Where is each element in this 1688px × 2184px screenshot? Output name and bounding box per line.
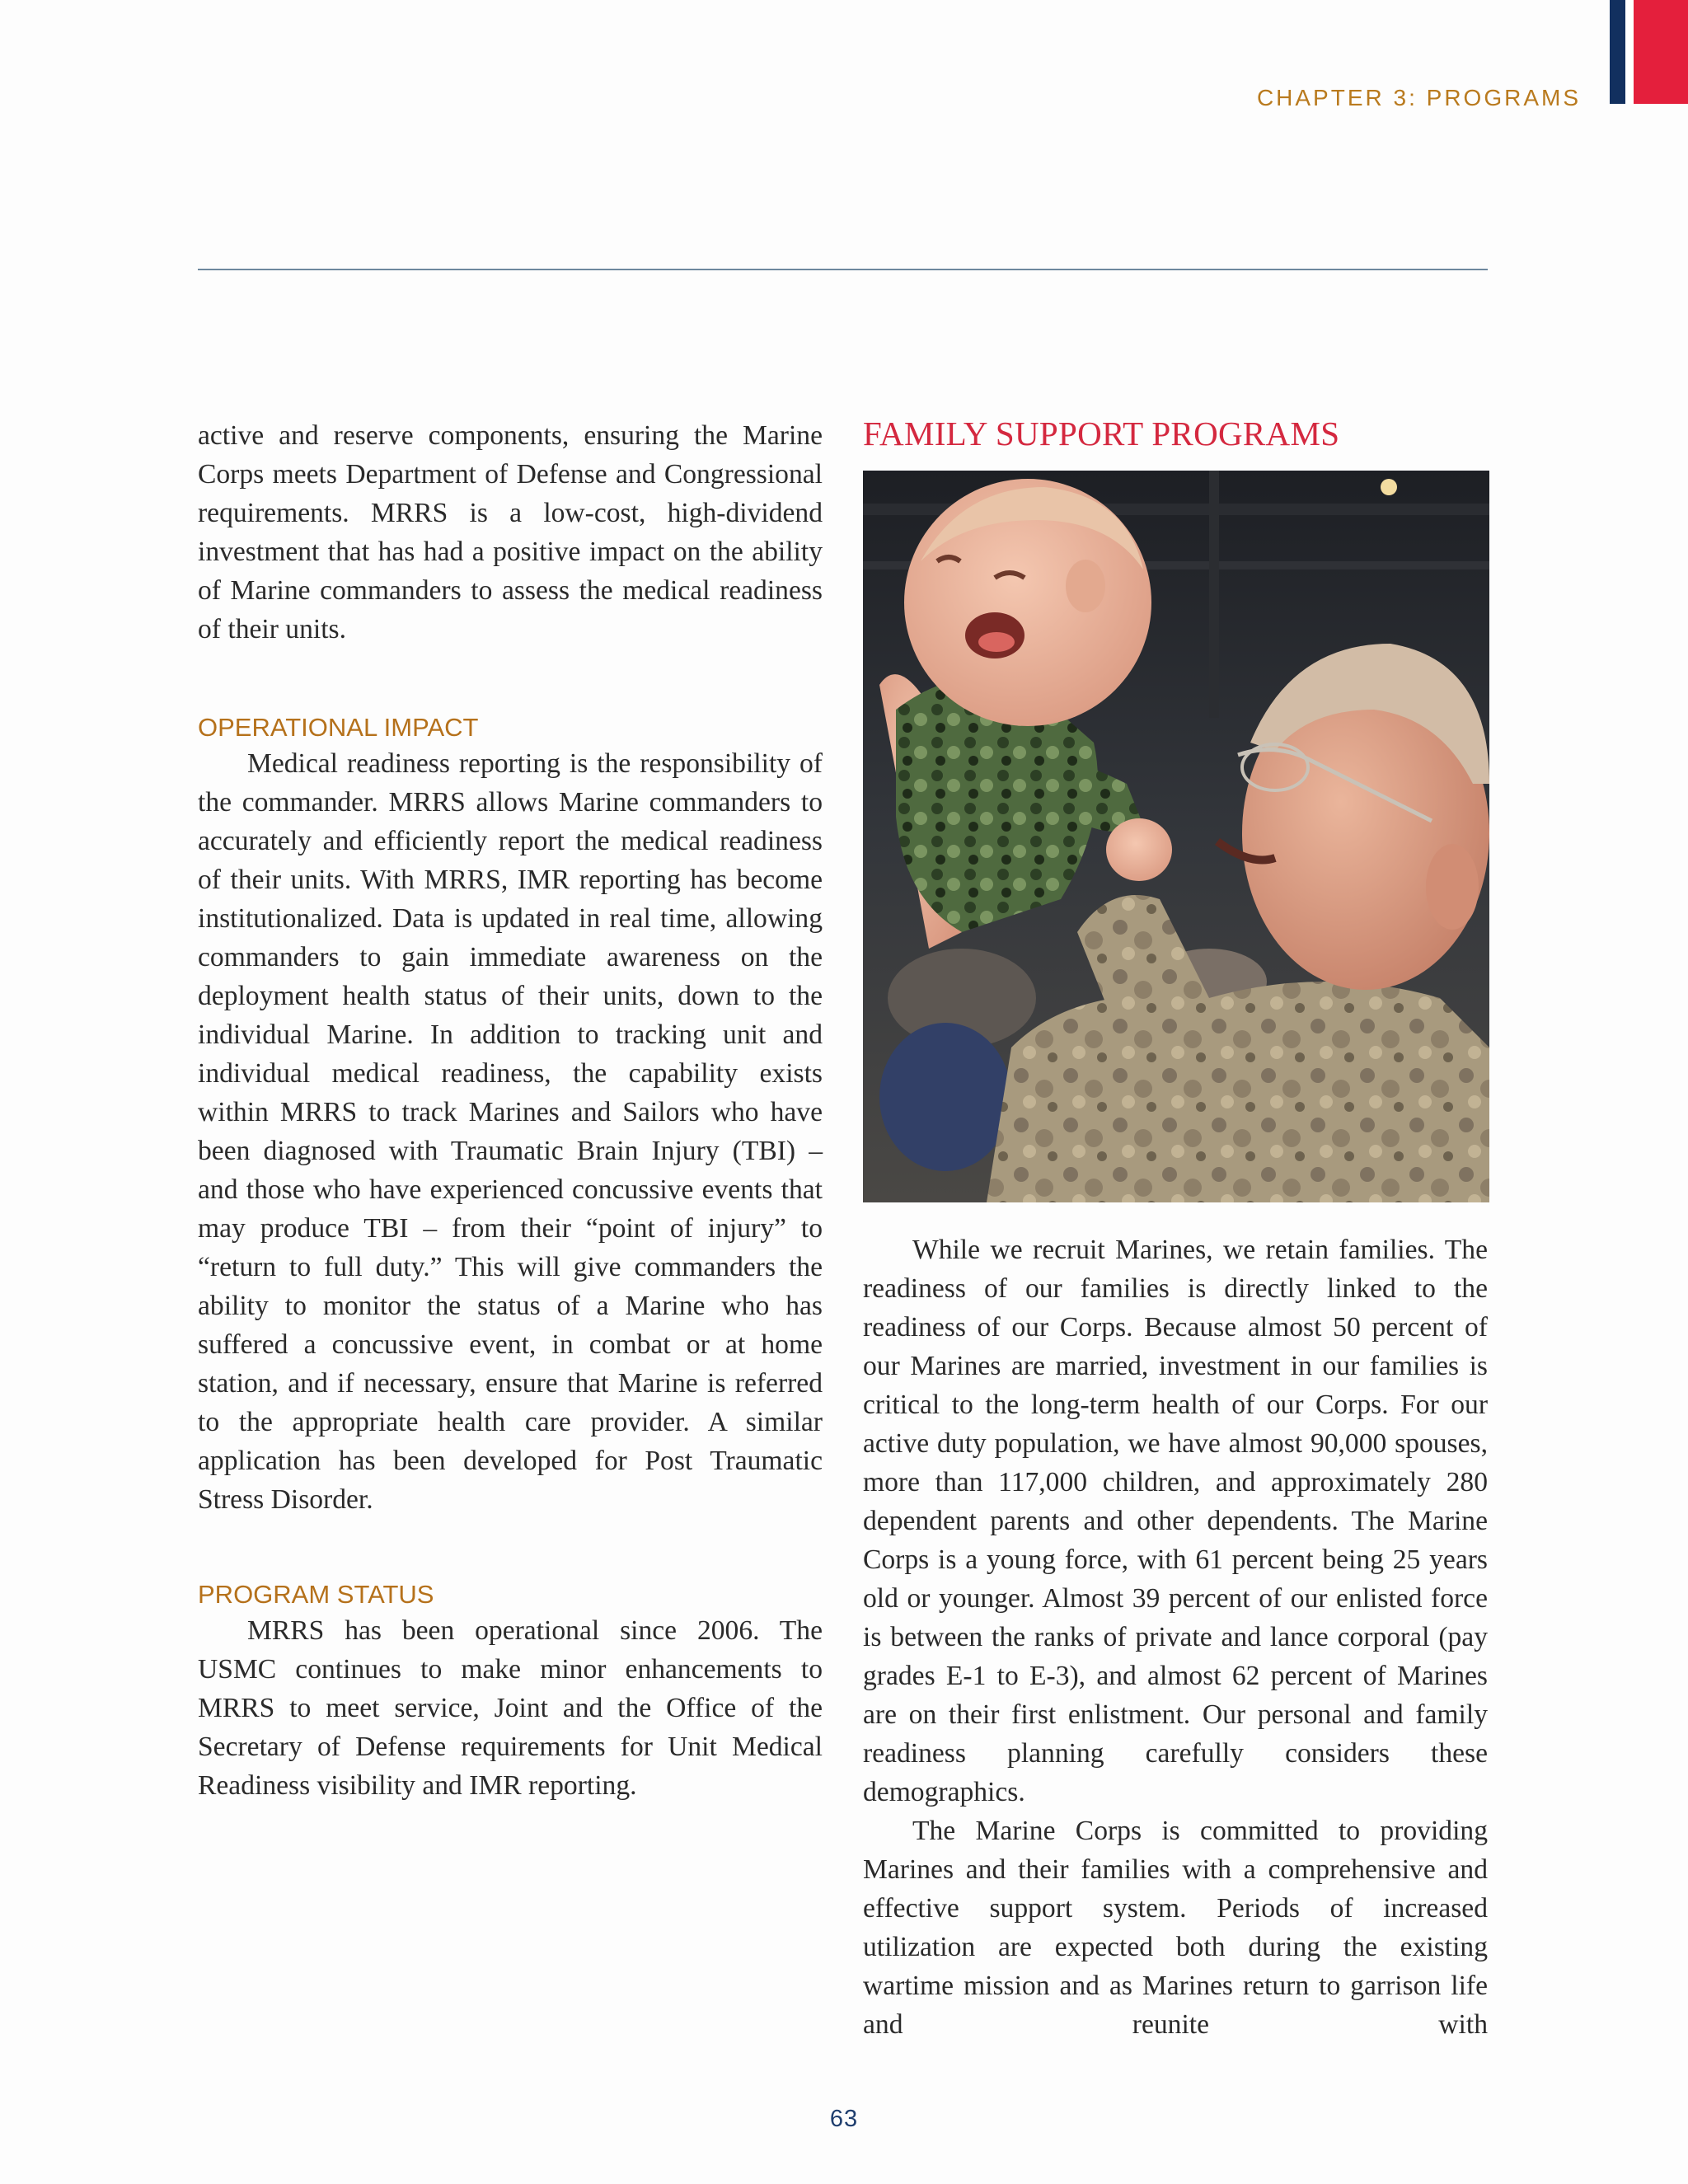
left-column (198, 416, 823, 1805)
intro-paragraph: active and reserve components, ensuring the Marine Corps meets Department of Defense and Congressional requirements. MRRS is a low-cost, high-dividend investment that has had a positive impact on the ability of Marine commanders to assess the medical readiness of their units. (198, 420, 823, 644)
program-status-paragraph: MRRS has been operational since 2006. The USMC continues to make minor enhancements to MRRS to meet service, Joint and the Office of the Secretary of Defense requirements for Unit Medical Readiness visibility and IMR reporting. (198, 1615, 823, 1801)
corner-tab-blue (1610, 0, 1625, 104)
corner-tab-red (1634, 0, 1688, 104)
operational-impact-heading: OPERATIONAL IMPACT (198, 713, 479, 742)
family-support-title: FAMILY SUPPORT PROGRAMS (863, 415, 1340, 452)
header-rule (198, 269, 1488, 270)
family-paragraph-2: The Marine Corps is committed to providing Marines and their families with a comprehensive and effective support system. Periods of increased utilization are expected both during the existing wartime mission and as Marines return to garrison life and reunite with (863, 1816, 1488, 2040)
right-column (863, 1230, 1488, 2044)
page-number: 63 (829, 2106, 859, 2132)
photo-illustration (863, 471, 1489, 1202)
program-status-heading: PROGRAM STATUS (198, 1580, 434, 1609)
corner-tab-white (1625, 0, 1634, 104)
operational-impact-paragraph: Medical readiness reporting is the responsibility of the commander. MRRS allows Marine commanders to accurately and efficiently report the medical readiness of their units. With MRRS, IMR reporting has become institutionalized. Data is updated in real time, allowing commanders to gain immediate awareness on the deployment health status of their units, down to the individual Marine. In addition to tracking unit and individual medical readiness, the capability exists within MRRS to track Marines and Sailors who have been diagnosed with Traumatic Brain Injury (TBI) – and those who have experienced concussive events that may produce TBI – from their “point of injury” to “return to full duty.” This will give commanders the ability to monitor the status of a Marine who has suffered a concussive event, in combat or at home station, and if necessary, ensure that Marine is referred to the appropriate health care provider. A similar application has been developed for Post Traumatic Stress Disorder. (198, 748, 823, 1515)
family-paragraph-1: While we recruit Marines, we retain families. The readiness of our families is directly linked to the readiness of our Corps. Because almost 50 percent of our Marines are married, investment in our families is critical to the long-term health of our Corps. For our active duty population, we have almost 90,000 spouses, more than 117,000 children, and approximately 280 dependent parents and other dependents. The Marine Corps is a young force, with 61 percent being 25 years old or younger. Almost 39 percent of our enlisted force is between the ranks of private and lance corporal (pay grades E-1 to E-3), and almost 62 percent of Marines are on their first enlistment. Our personal and family readiness planning carefully considers these demographics. (863, 1235, 1488, 1807)
chapter-label: CHAPTER 3: PROGRAMS (1256, 85, 1581, 110)
marine-with-baby-photo (863, 471, 1489, 1202)
